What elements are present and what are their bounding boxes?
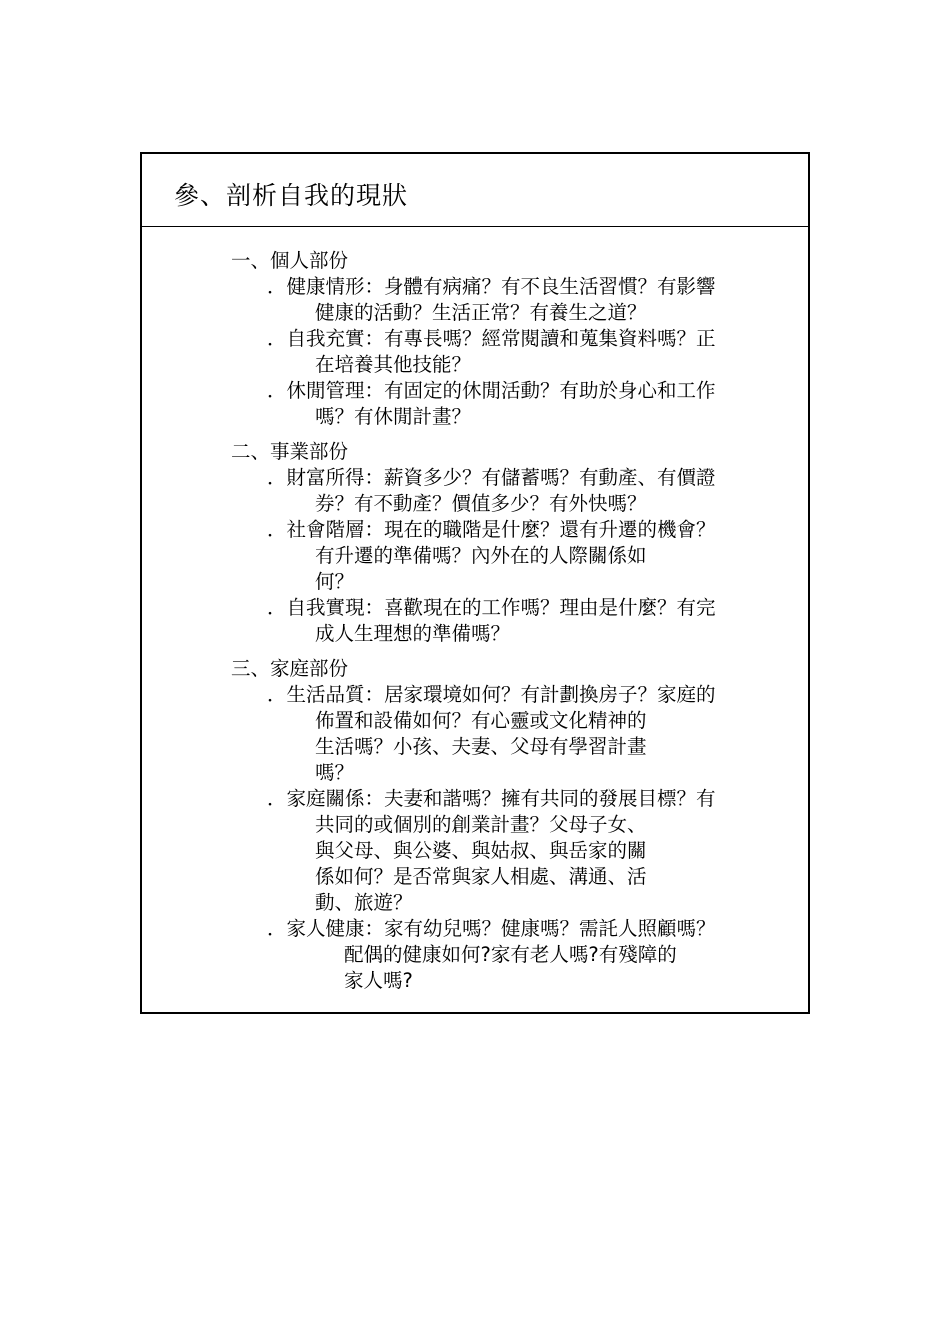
list-item-continuation: 生活嗎？小孩、夫妻、父母有學習計畫 [315,735,647,758]
list-item: ．家庭關係：夫妻和諧嗎？擁有共同的發展目標？有 [267,787,716,810]
list-item: ．家人健康：家有幼兒嗎？健康嗎？需託人照顧嗎？ [267,917,716,940]
list-item-continuation: 係如何？是否常與家人相處、溝通、活 [315,865,647,888]
list-item: ．自我充實：有專長嗎？經常閱讀和蒐集資料嗎？正 [267,327,716,350]
list-item-continuation: 成人生理想的準備嗎？ [315,622,511,645]
page-title: 參、剖析自我的現狀 [174,181,409,210]
list-item: ．健康情形：身體有病痛？有不良生活習慣？有影響 [267,275,716,298]
list-item-continuation: 有升遷的準備嗎？內外在的人際關係如 [315,544,647,567]
list-item-continuation: 健康的活動？生活正常？有養生之道？ [315,301,647,324]
list-item: ．財富所得：薪資多少？有儲蓄嗎？有動產、有價證 [267,466,716,489]
section-heading: 二、事業部份 [231,440,349,463]
list-item-continuation: 配偶的健康如何?家有老人嗎?有殘障的 [344,943,677,966]
list-item-continuation: 家人嗎? [344,969,413,992]
list-item-continuation: 動、旅遊？ [315,891,413,914]
list-item: ．休閒管理：有固定的休閒活動？有助於身心和工作 [267,379,716,402]
list-item-continuation: 券？有不動產？價值多少？有外快嗎？ [315,492,647,515]
list-item: ．生活品質：居家環境如何？有計劃換房子？家庭的 [267,683,716,706]
content-frame [140,152,810,1014]
list-item: ．自我實現：喜歡現在的工作嗎？理由是什麼？有完 [267,596,716,619]
list-item-continuation: 嗎？ [315,761,355,784]
list-item-continuation: 共同的或個別的創業計畫？父母子女、 [315,813,647,836]
list-item: ．社會階層：現在的職階是什麼？還有升遷的機會？ [267,518,716,541]
list-item-continuation: 與父母、與公婆、與姑叔、與岳家的關 [315,839,647,862]
section-heading: 一、個人部份 [231,249,349,272]
list-item-continuation: 佈置和設備如何？有心靈或文化精神的 [315,709,647,732]
section-heading: 三、家庭部份 [231,657,349,680]
list-item-continuation: 何？ [315,570,355,593]
list-item-continuation: 嗎？有休閒計畫？ [315,405,472,428]
title-bar [142,154,808,227]
list-item-continuation: 在培養其他技能？ [315,353,472,376]
